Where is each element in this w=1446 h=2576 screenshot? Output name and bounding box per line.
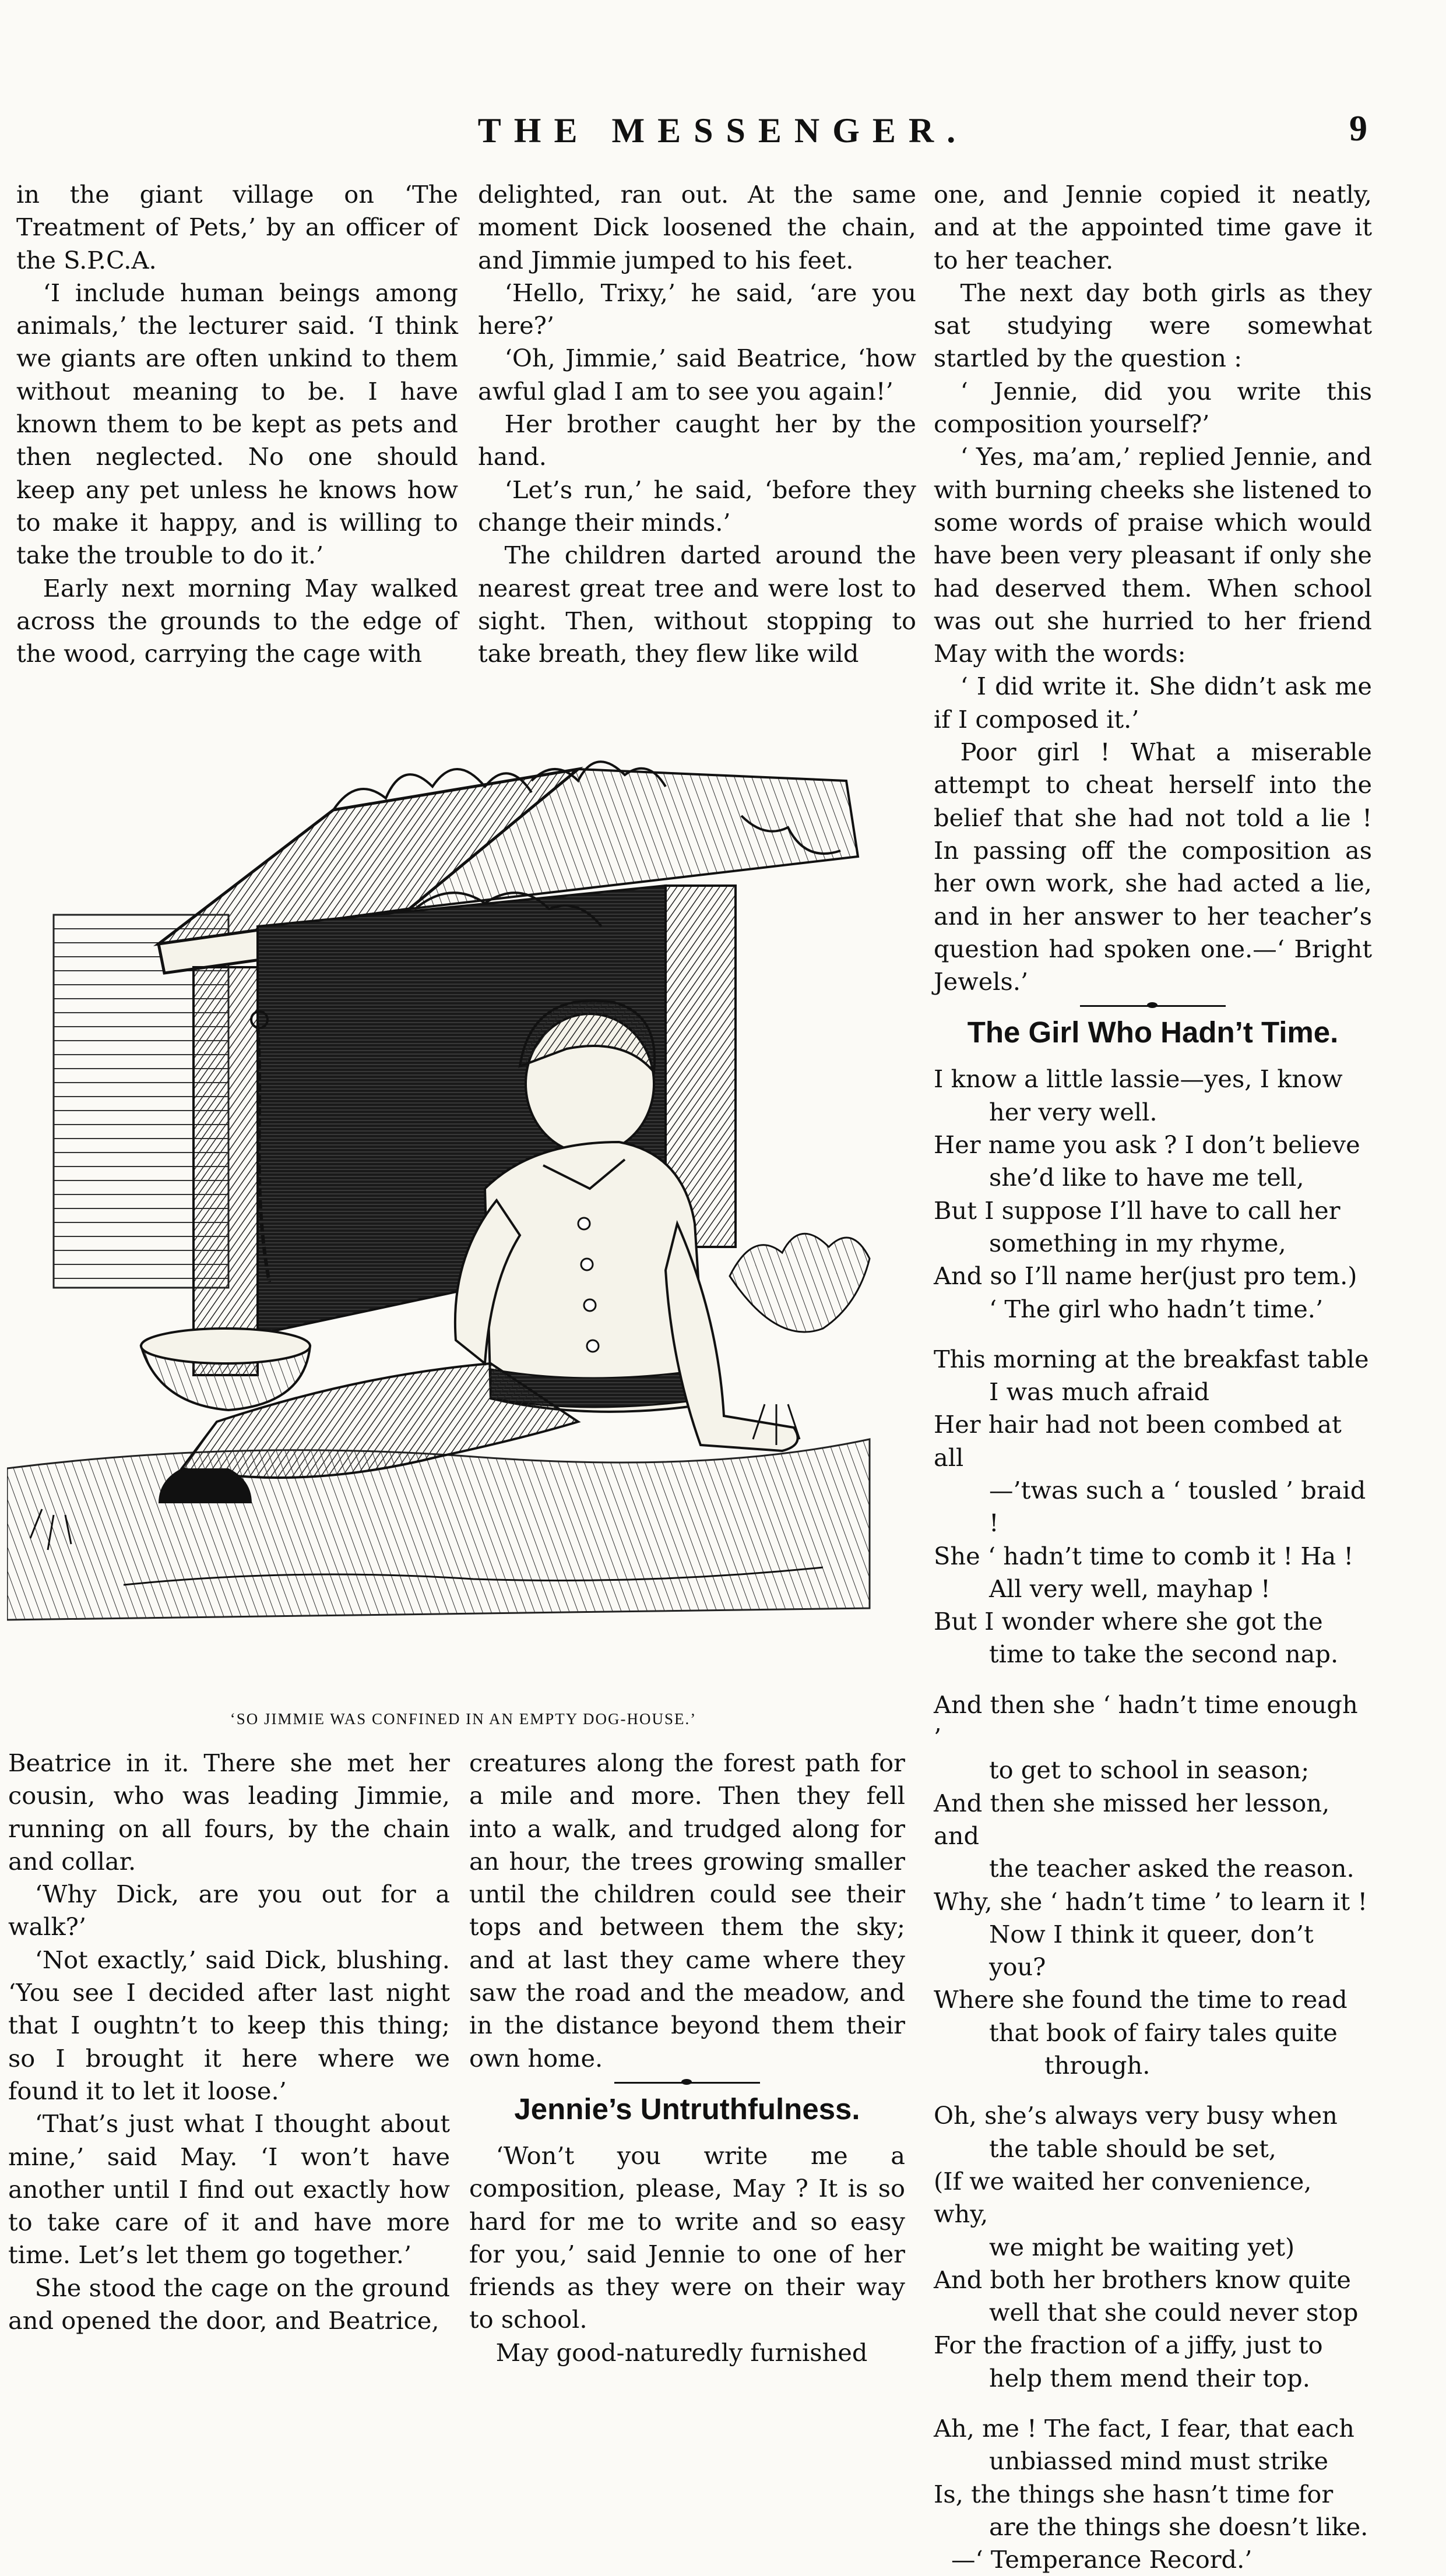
- paragraph: in the giant village on ‘The Treatment of Pets,’ by an officer of the S.P.C.A.: [16, 180, 458, 274]
- paragraph: ‘Why Dick, are you out for a walk?’: [8, 1880, 450, 1941]
- poem-line: She ‘ hadn’t time to comb it ! Ha !: [934, 1541, 1354, 1570]
- section-divider: [614, 2082, 760, 2084]
- column-3: [934, 178, 1372, 2576]
- column-2-bottom: [469, 1747, 905, 2369]
- paragraph: Beatrice in it. There she met her cousin, who was leading Jimmie, running on all fours, by the chain and collar.: [8, 1749, 450, 1876]
- poem-line: Her name you ask ? I don’t believe: [934, 1130, 1360, 1160]
- paragraph: Early next morning May walked across the grounds to the edge of the wood, carrying the cage with: [16, 573, 458, 668]
- paragraph: Her brother caught her by the hand.: [478, 410, 916, 471]
- paragraph: ‘That’s just what I thought about mine,’ said May. ‘I won’t have another until I find out exactly how to take care of it and have more time. Let’s let them go together.’: [8, 2109, 450, 2270]
- paragraph: ‘ Yes, ma’am,’ replied Jennie, and with burning cheeks she listened to some words of praise which would have been very pleasant if only she had deserved them. When school was out she hurried to her friend May with the words:: [934, 442, 1372, 668]
- poem-line: —’twas such a ‘ tousled ’ braid !: [989, 1475, 1366, 1538]
- poem-line: Where she found the time to read: [934, 1985, 1348, 2014]
- poem-line: I know a little lassie—yes, I know: [934, 1065, 1343, 1094]
- column-1-bottom: [8, 1747, 450, 2337]
- paragraph: delighted, ran out. At the same moment Dick loosened the chain, and Jimmie jumped to his feet.: [478, 180, 916, 274]
- paragraph: ‘I include human beings among animals,’ the lecturer said. ‘I think we giants are often unkind to them without meaning to be. I have known them to be kept as pets and then neglected. No one should keep any pet unless he knows how to make it happy, and is willing to take the trouble to do it.’: [16, 278, 458, 570]
- poem-line: And then she ‘ hadn’t time enough ’: [934, 1690, 1358, 1752]
- dog-house-boy-illustration: [7, 664, 919, 1707]
- poem-line: And then she missed her lesson, and: [934, 1788, 1330, 1850]
- poem-line: I was much afraid: [989, 1377, 1210, 1407]
- paragraph: ‘ I did write it. She didn’t ask me if I composed it.’: [934, 672, 1372, 734]
- paragraph: ‘Won’t you write me a composition, please, May ? It is so hard for me to write and so easy for you,’ said Jennie to one of her friends as they were on their way to school.: [469, 2141, 905, 2334]
- poem-line: But I wonder where she got the: [934, 1607, 1323, 1636]
- masthead-title: THE MESSENGER.: [477, 111, 969, 150]
- poem-line: unbiassed mind must strike: [989, 2447, 1329, 2476]
- column-2-top: [478, 178, 916, 670]
- stanza-gap: [934, 2395, 1372, 2412]
- paragraph: May good-naturedly furnished: [495, 2338, 868, 2367]
- poem-line: Why, she ‘ hadn’t time ’ to learn it !: [934, 1887, 1368, 1916]
- poem-title: The Girl Who Hadn’t Time.: [967, 1016, 1339, 1049]
- paragraph: The next day both girls as they sat studying were somewhat startled by the question :: [934, 278, 1372, 373]
- poem: [934, 1063, 1372, 2576]
- poem-line: All very well, mayhap !: [989, 1574, 1271, 1603]
- poem-line: help them mend their top.: [989, 2363, 1310, 2392]
- poem-line: are the things she doesn’t like.: [989, 2512, 1368, 2541]
- paragraph: creatures along the forest path for a mile and more. Then they fell into a walk, and trudged along for an hour, the trees growing smaller until the children could see their tops and between them the sky; and at last they came where they saw the road and the meadow, and in the distance beyond them their own home.: [469, 1749, 905, 2073]
- poem-line: Ah, me ! The fact, I fear, that each: [934, 2414, 1354, 2443]
- poem-line: ‘ The girl who hadn’t time.’: [989, 1294, 1324, 1323]
- paragraph: ‘Hello, Trixy,’ he said, ‘are you here?’: [478, 278, 916, 340]
- poem-line: And both her brothers know quite: [934, 2265, 1351, 2294]
- story-illustration: [7, 664, 919, 1707]
- poem-line: to get to school in season;: [989, 1756, 1310, 1785]
- poem-line: Her hair had not been combed at all: [934, 1410, 1342, 1472]
- poem-line: And so I’ll name her(just pro tem.): [934, 1261, 1357, 1291]
- stanza-gap: [934, 2082, 1372, 2099]
- stanza-gap: [934, 1671, 1372, 1689]
- stanza-gap: [934, 1326, 1372, 1343]
- paragraph: ‘Oh, Jimmie,’ said Beatrice, ‘how awful glad I am to see you again!’: [478, 344, 916, 406]
- story-title: Jennie’s Untruthfulness.: [514, 2092, 860, 2126]
- poem-line: the table should be set,: [989, 2134, 1276, 2163]
- paragraph: one, and Jennie copied it neatly, and at the appointed time gave it to her teacher.: [934, 180, 1372, 274]
- section-divider: [1080, 1005, 1226, 1007]
- illustration-caption: ‘SO JIMMIE WAS CONFINED IN AN EMPTY DOG-HOUSE.’: [230, 1710, 697, 1728]
- paragraph: ‘ Jennie, did you write this composition yourself?’: [934, 376, 1372, 439]
- poem-line: This morning at the breakfast table: [934, 1344, 1369, 1373]
- poem-line: the teacher asked the reason.: [989, 1854, 1354, 1883]
- column-1-top: [16, 178, 458, 670]
- poem-line: —‘ Temperance Record.’: [951, 2545, 1253, 2574]
- paragraph: ‘Let’s run,’ he said, ‘before they change their minds.’: [478, 475, 916, 537]
- poem-line: that book of fairy tales quite: [989, 2018, 1338, 2047]
- poem-line: Oh, she’s always very busy when: [934, 2101, 1338, 2130]
- paragraph: ‘Not exactly,’ said Dick, blushing. ‘You see I decided after last night that I oughtn’t to keep this thing; so I brought it here where we found it to let it loose.’: [8, 1945, 450, 2105]
- page-number: 9: [1349, 109, 1367, 149]
- paragraph: She stood the cage on the ground and opened the door, and Beatrice,: [8, 2273, 450, 2335]
- poem-line: (If we waited her convenience, why,: [934, 2166, 1312, 2229]
- poem-line: For the fraction of a jiffy, just to: [934, 2331, 1323, 2360]
- poem-line: Now I think it queer, don’t you?: [989, 1919, 1314, 1982]
- paragraph: Poor girl ! What a miserable attempt to cheat herself into the belief that she had not told a lie ! In passing off the composition as her own work, she had acted a lie, and in her answer to her teacher’s question had spoken one.—‘ Bright Jewels.’: [934, 738, 1372, 996]
- poem-line: we might be waiting yet): [989, 2232, 1295, 2261]
- poem-line: well that she could never stop: [989, 2298, 1359, 2327]
- poem-line: her very well.: [989, 1097, 1157, 1126]
- paragraph: The children darted around the nearest great tree and were lost to sight. Then, without stopping to take breath, they flew like wild: [478, 541, 916, 668]
- poem-line: through.: [1044, 2051, 1151, 2080]
- poem-line: time to take the second nap.: [989, 1640, 1339, 1669]
- poem-line: something in my rhyme,: [989, 1228, 1286, 1257]
- poem-line: Is, the things she hasn’t time for: [934, 2479, 1334, 2508]
- poem-line: she’d like to have me tell,: [989, 1163, 1304, 1192]
- poem-line: But I suppose I’ll have to call her: [934, 1196, 1341, 1225]
